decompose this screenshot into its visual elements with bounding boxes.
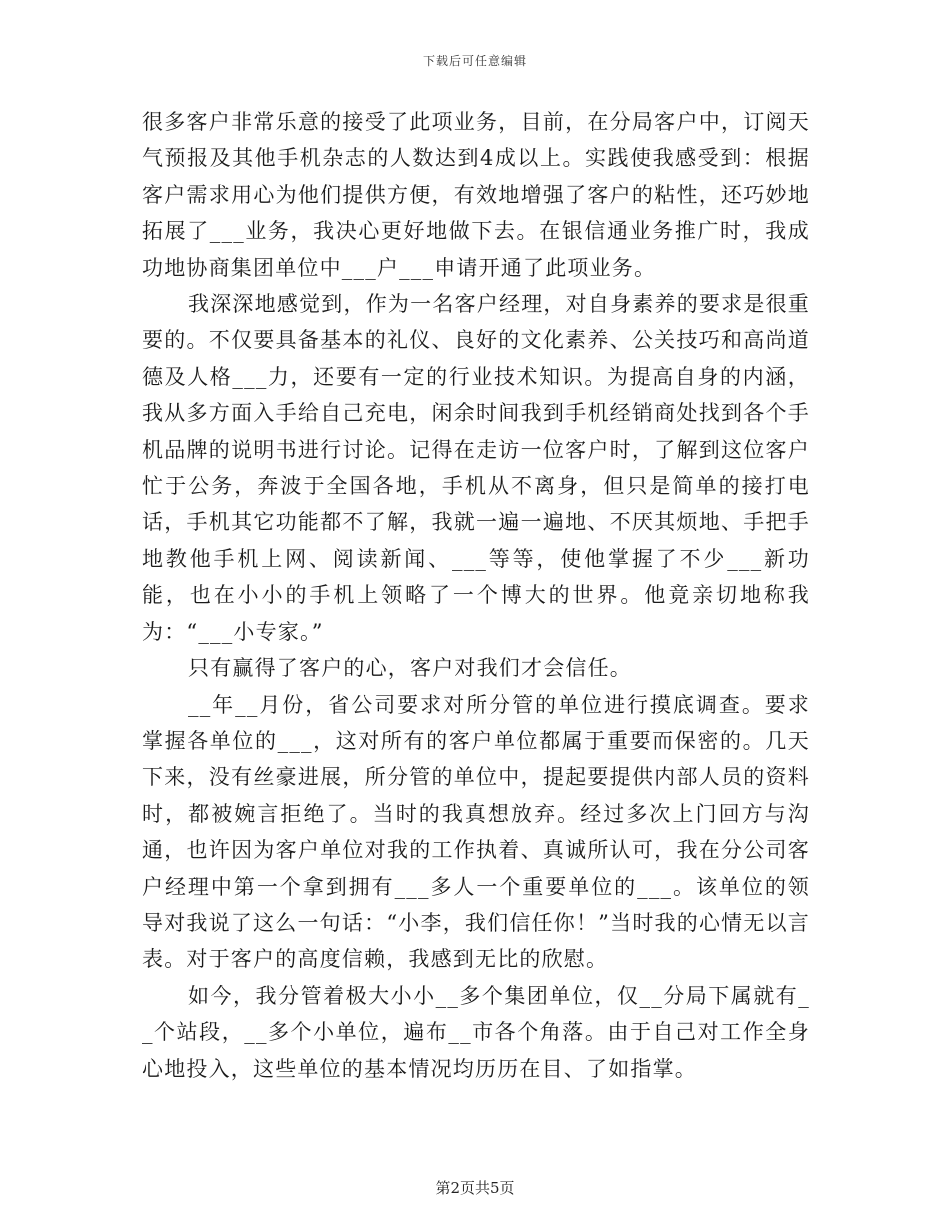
- paragraph: 如今，我分管着极大小小__多个集团单位，仅__分局下属就有__个站段，__多个小单位，遍布__市各个角落。由于自己对工作全身心地投入，这些单位的基本情况均历历在目、了如指掌。: [142, 983, 810, 1081]
- page-header-note: 下载后可任意编辑: [422, 54, 527, 68]
- page-number: 第2页共5页: [435, 1179, 515, 1197]
- paragraph: 只有赢得了客户的心，客户对我们才会信任。: [188, 656, 632, 681]
- paragraph: 我深深地感觉到，作为一名客户经理，对自身素养的要求是很重要的。不仅要具备基本的礼仪、良好的文化素养、公关技巧和高尚道德及人格___力，还要有一定的行业技术知识。为提高自身的内涵，我从多方面入手给自己充电，闲余时间我到手机经销商处找到各个手机品牌的说明书进行讨论。记得在走访一位客户时，了解到这位客户忙于公务，奔波于全国各地，手机从不离身，但只是简单的接打电话，手机其它功能都不了解，我就一遍一遍地、不厌其烦地、手把手地教他手机上网、阅读新闻、___等等，使他掌握了不少___新功能，也在小小的手机上领略了一个博大的世界。他竟亲切地称我为：“___小专家。”: [142, 292, 810, 644]
- paragraph: 很多客户非常乐意的接受了此项业务，目前，在分局客户中，订阅天气预报及其他手机杂志的人数达到4成以上。实践使我感受到：根据客户需求用心为他们提供方便，有效地增强了客户的粘性，还巧妙地拓展了___业务，我决心更好地做下去。在银信通业务推广时，我成功地协商集团单位中___户___申请开通了此项业务。: [142, 110, 810, 280]
- document-body: [142, 104, 810, 1087]
- paragraph: __年__月份，省公司要求对所分管的单位进行摸底调查。要求掌握各单位的___，这对所有的客户单位都属于重要而保密的。几天下来，没有丝豪进展，所分管的单位中，提起要提供内部人员的资料时，都被婉言拒绝了。当时的我真想放弃。经过多次上门回方与沟通，也许因为客户单位对我的工作执着、真诚所认可，我在分公司客户经理中第一个拿到拥有___多人一个重要单位的___。该单位的领导对我说了这么一句话：“小李，我们信任你！”当时我的心情无以言表。对于客户的高度信赖，我感到无比的欣慰。: [142, 692, 810, 972]
